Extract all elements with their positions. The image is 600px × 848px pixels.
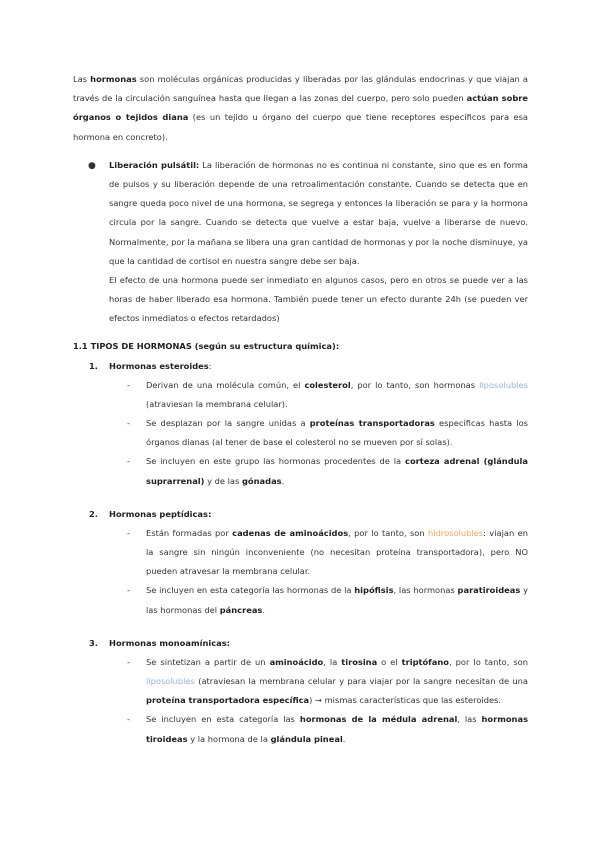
bold-text: cadenas de aminoácidos	[232, 527, 349, 538]
pulsatil-bullet	[73, 156, 528, 329]
spacer	[73, 491, 528, 504]
text: .	[342, 733, 346, 744]
esteroides-list	[73, 376, 528, 491]
intro-bold-diana: actúan sobre órganos o tejidos diana	[73, 93, 528, 123]
text: , por lo tanto, son	[348, 527, 429, 538]
text: , las	[457, 714, 482, 725]
text: .	[262, 604, 265, 615]
text: , por lo tanto, son hormonas	[350, 379, 480, 390]
monoaminicas-section	[73, 634, 528, 653]
intro-text-3: (es un tejido u órgano del cuerpo que tiene receptores específicos para esa hormona en concreto).	[73, 112, 528, 142]
bold-text: tirosina	[341, 656, 378, 667]
list-item-text	[146, 524, 528, 582]
bold-text: proteína transportadora específica	[146, 695, 310, 706]
text: Se sintetizan a partir de un	[146, 656, 270, 667]
pulsatil-text: La liberación de hormonas no es continua ni constante, sino que es en forma de pulsos y su liberación depende de una retroalimentación constante. Cuando se detecta que en sangre queda poco nivel de una hormona, se segrega y entonces la liberación se para y la hormona circula por la sangre. Cuando se detecta que vuelve a estar baja, vuelve a liberarse de nuevo. Normalmente, por la mañana se libera una gran cantidad de hormonas y por la noche disminuye, ya que la cantidad de cortisol en nuestra sangre debe ser baja.	[109, 159, 528, 266]
list-item	[109, 524, 528, 582]
text: , por lo tanto, son	[449, 656, 528, 667]
text: (atraviesan la membrana celular y para viajar por la sangre necesitan de una	[194, 676, 528, 687]
text: : viajan en la sangre sin ningún inconveniente (no necesitan proteína transportadora), pero NO pueden atravesar la membrana celular.	[146, 527, 528, 577]
list-item-text	[146, 414, 528, 452]
bold-text: gónadas	[241, 475, 282, 486]
intro-text-2: son moléculas orgánicas producidas y liberadas por las glándulas endocrinas y que viajan a través de la circulación sanguínea hasta que llegan a las zonas del cuerpo, pero solo pueden	[73, 74, 528, 104]
peptidicas-section	[73, 505, 528, 524]
section-number: 1.	[89, 360, 98, 371]
bold-text: triptófano	[401, 656, 449, 667]
list-item	[109, 452, 528, 490]
monoaminicas-list	[73, 653, 528, 749]
pulsatil-paragraph-2: El efecto de una hormona puede ser inmediato en algunos casos, pero en otros se puede ver a las horas de haber liberado esa hormona. También puede tener un efecto durante 24h (se pueden ver efectos inmediatos o efectos retardados)	[109, 275, 528, 324]
intro-bold-hormonas: hormonas	[90, 74, 137, 84]
bold-text: hipófisis	[354, 585, 394, 596]
text: , las hormonas	[393, 585, 458, 596]
highlight-liposolubles: liposolubles	[479, 379, 528, 390]
dash-marker: -	[127, 456, 130, 467]
section-title: 1.1 TIPOS DE HORMONAS (según su estructura química):	[73, 340, 340, 351]
dash-marker: -	[127, 527, 130, 538]
bullet-marker: ●	[88, 160, 96, 171]
peptidicas-title: Hormonas peptídicas:	[109, 508, 212, 519]
dash-marker: -	[127, 714, 130, 725]
text: y de las	[204, 475, 242, 486]
bold-text: aminoácido	[269, 656, 324, 667]
bold-text: paratiroideas	[457, 585, 521, 596]
esteroides-title-suffix: :	[208, 360, 212, 371]
intro-paragraph	[73, 70, 528, 147]
pulsatil-label: Liberación pulsátil:	[109, 159, 200, 170]
bold-text: hormonas de la médula adrenal	[299, 714, 458, 725]
text: Derivan de una molécula común, el	[146, 379, 305, 390]
esteroides-section	[73, 357, 528, 376]
list-item	[109, 414, 528, 452]
highlight-liposolubles: liposolubles	[146, 676, 195, 687]
list-item	[109, 710, 528, 748]
text: (atraviesan la membrana celular).	[146, 398, 288, 409]
intro-text-1: Las	[73, 74, 91, 84]
list-item	[109, 581, 528, 619]
text: específicas hasta los órganos dianas (al tener de base el colesterol no se mueven por sí solas).	[146, 418, 528, 448]
list-item-text	[146, 653, 528, 711]
bold-text: corteza adrenal (glándula suprarrenal)	[146, 456, 529, 486]
text: Están formadas por	[146, 527, 233, 538]
spacer	[73, 620, 528, 633]
esteroides-title-text: Hormonas esteroides	[109, 360, 209, 371]
list-item	[109, 653, 528, 711]
highlight-hidrosolubles: hidrosolubles	[428, 527, 484, 538]
bold-text: hormonas tiroideas	[146, 714, 529, 744]
list-item-text	[146, 581, 528, 619]
list-item-text	[146, 452, 528, 490]
text: Se desplazan por la sangre unidas a	[146, 418, 310, 429]
text: Se incluyen en esta categoría las hormonas de la	[146, 585, 355, 596]
section-number: 3.	[89, 637, 98, 648]
text: y las hormonas del	[146, 585, 528, 615]
list-item-text	[146, 710, 528, 748]
pulsatil-paragraph	[109, 156, 528, 271]
peptidicas-list	[73, 524, 528, 620]
list-item	[109, 376, 528, 414]
text: ) → mismas características que las esteroides.	[309, 695, 502, 706]
text: Se incluyen en esta categoría las	[146, 714, 300, 725]
text: Se incluyen en este grupo las hormonas procedentes de la	[146, 456, 406, 467]
esteroides-title	[109, 357, 528, 376]
dash-marker: -	[127, 585, 130, 596]
text: , la	[323, 656, 342, 667]
dash-marker: -	[127, 379, 130, 390]
section-number: 2.	[89, 508, 98, 519]
text: y la hormona de la	[187, 733, 271, 744]
dash-marker: -	[127, 418, 130, 429]
dash-marker: -	[127, 656, 130, 667]
text: o el	[377, 656, 402, 667]
bold-text: colesterol	[304, 379, 351, 390]
bold-text: glándula pineal	[270, 733, 343, 744]
list-item-text	[146, 376, 528, 414]
monoaminicas-title: Hormonas monoamínicas:	[109, 637, 230, 648]
bold-text: páncreas	[219, 604, 263, 615]
text: .	[281, 475, 285, 486]
bold-text: proteínas transportadoras	[309, 418, 435, 429]
